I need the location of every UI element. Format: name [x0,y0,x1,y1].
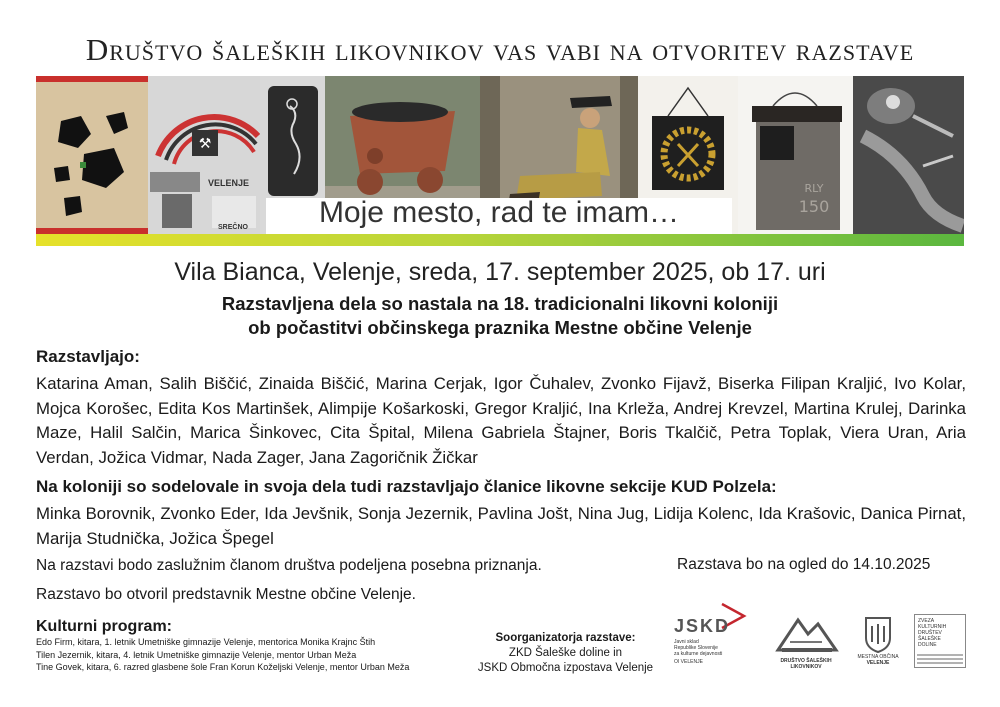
subtitle-line-1: Razstavljena dela so nastala na 18. tradicionalni likovni koloniji [221,293,779,314]
co-organizers [463,631,668,676]
subtitle-line-2: ob počastitvi občinskega praznika Mestne občine Velenje [248,317,752,338]
artwork-rudnik-plaque [738,76,853,234]
awards-note: Na razstavi bodo zaslužnim članom društva podeljena posebna priznanja. [36,557,542,574]
zkd-line: DRUŠTEV [918,630,942,636]
duration-note: Razstava bo na ogled do 14.10.2025 [677,556,931,573]
dsl-mountains-icon [772,610,840,656]
zkd-line: DOLINE [918,642,937,648]
zkd-logo [914,614,966,668]
venue-date-line: Vila Bianca, Velenje, sreda, 17. september 2025, ob 17. uri [174,258,826,286]
color-gradient-bar [36,234,964,246]
co-organizers-heading: Soorganizatorja razstave: [495,632,636,644]
jskd-sub-line: OI VELENJE [674,659,703,665]
jskd-logo [672,602,752,674]
mov-caption-line: VELENJE [866,660,890,666]
kud-label: Na koloniji so sodelovale in svoja dela tudi razstavljajo članice likovne sekcije KUD Polzela: [36,477,777,496]
jskd-sub-line: Javni sklad [674,639,699,645]
exhibitors-list: Katarina Aman, Salih Biščić, Zinaida Biščić, Marina Cerjak, Igor Čuhalev, Zvonko Fijavž, Biserka Filipan Kraljić, Ivo Kolar, Mojca Korošec, Edita Kos Martinšek, Alimpije Košarkoski, Gregor Kraljić, Ina Krleža, Andrej Krevzel, Martina Krulej, Darinka Maze, Halil Salčin, Marica Šinkovec, Cita Špital, Milena Gabriela Štajner, Boris Tkalčič, Petra Toplak, Viera Uran, Aria Verdan, Jožica Vidmar, Nada Zager, Jana Zagoričnik Žičkar [36,374,966,467]
mov-coat-of-arms-icon [858,614,898,654]
co-organizer-jskd: JSKD Območna izpostava Velenje [477,662,654,674]
zkd-line: ŠALEŠKE [918,636,941,642]
velenje-label: VELENJE [208,178,250,188]
performer-line: Tilen Jezernik, kitara, 4. letnik Umetniške gimnazije Velenje, mentor Urban Meža [36,649,357,660]
svg-text:⚒: ⚒ [198,136,212,152]
performer-line: Edo Firm, kitara, 1. letnik Umetniške gimnazije Velenje, mentorica Monika Krajnc Štih [36,637,376,647]
svg-text:RLY: RLY [804,182,824,195]
cultural-program [36,618,409,674]
zkd-line: KULTURNIH [918,624,947,630]
jskd-sub-line: za kulturne dejavnosti [674,651,723,657]
exhibitors-label: Razstavljajo: [36,347,140,366]
cultural-program-heading: Kulturni program: [36,618,172,635]
invitation-title: Društvo šaleških likovnikov vas vabi na otvoritev razstave [85,32,915,67]
kud-members-list: Minka Borovnik, Zvonko Eder, Ida Jevšnik, Sonja Jezernik, Pavlina Jošt, Nina Jug, Lidija Kolenc, Ida Krašovic, Danica Pirnat, Marija Studnička, Jožica Špegel [36,504,966,548]
mov-logo [858,614,898,670]
artwork-miner-drawing [853,76,964,234]
srecno-label: SREČNO [218,224,248,231]
performer-line: Tine Govek, kitara, 6. razred glasbene šole Fran Korun Koželjski Velenje, mentor Urban Meža [36,662,410,672]
artwork-velenje-collage [148,76,260,234]
zkd-line: ZVEZA [918,618,935,624]
mov-caption-line: MESTNA OBČINA [857,654,899,660]
artwork-coal-shapes [36,76,148,234]
opening-note: Razstavo bo otvoril predstavnik Mestne občine Velenje. [36,586,416,603]
dsl-logo [772,610,840,670]
zkd-waves-icon [915,651,965,665]
dsl-caption: DRUŠTVO ŠALEŠKIH LIKOVNIKOV [780,658,832,670]
exhibition-slogan: Moje mesto, rad te imam… [318,196,680,229]
exhibition-subtitle [0,292,1000,340]
jskd-sub-line: Republike Slovenije [674,645,718,651]
jskd-name: JSKD [674,616,731,636]
svg-text:150: 150 [798,197,830,216]
co-organizer-zkd: ZKD Šaleške doline in [508,647,623,659]
